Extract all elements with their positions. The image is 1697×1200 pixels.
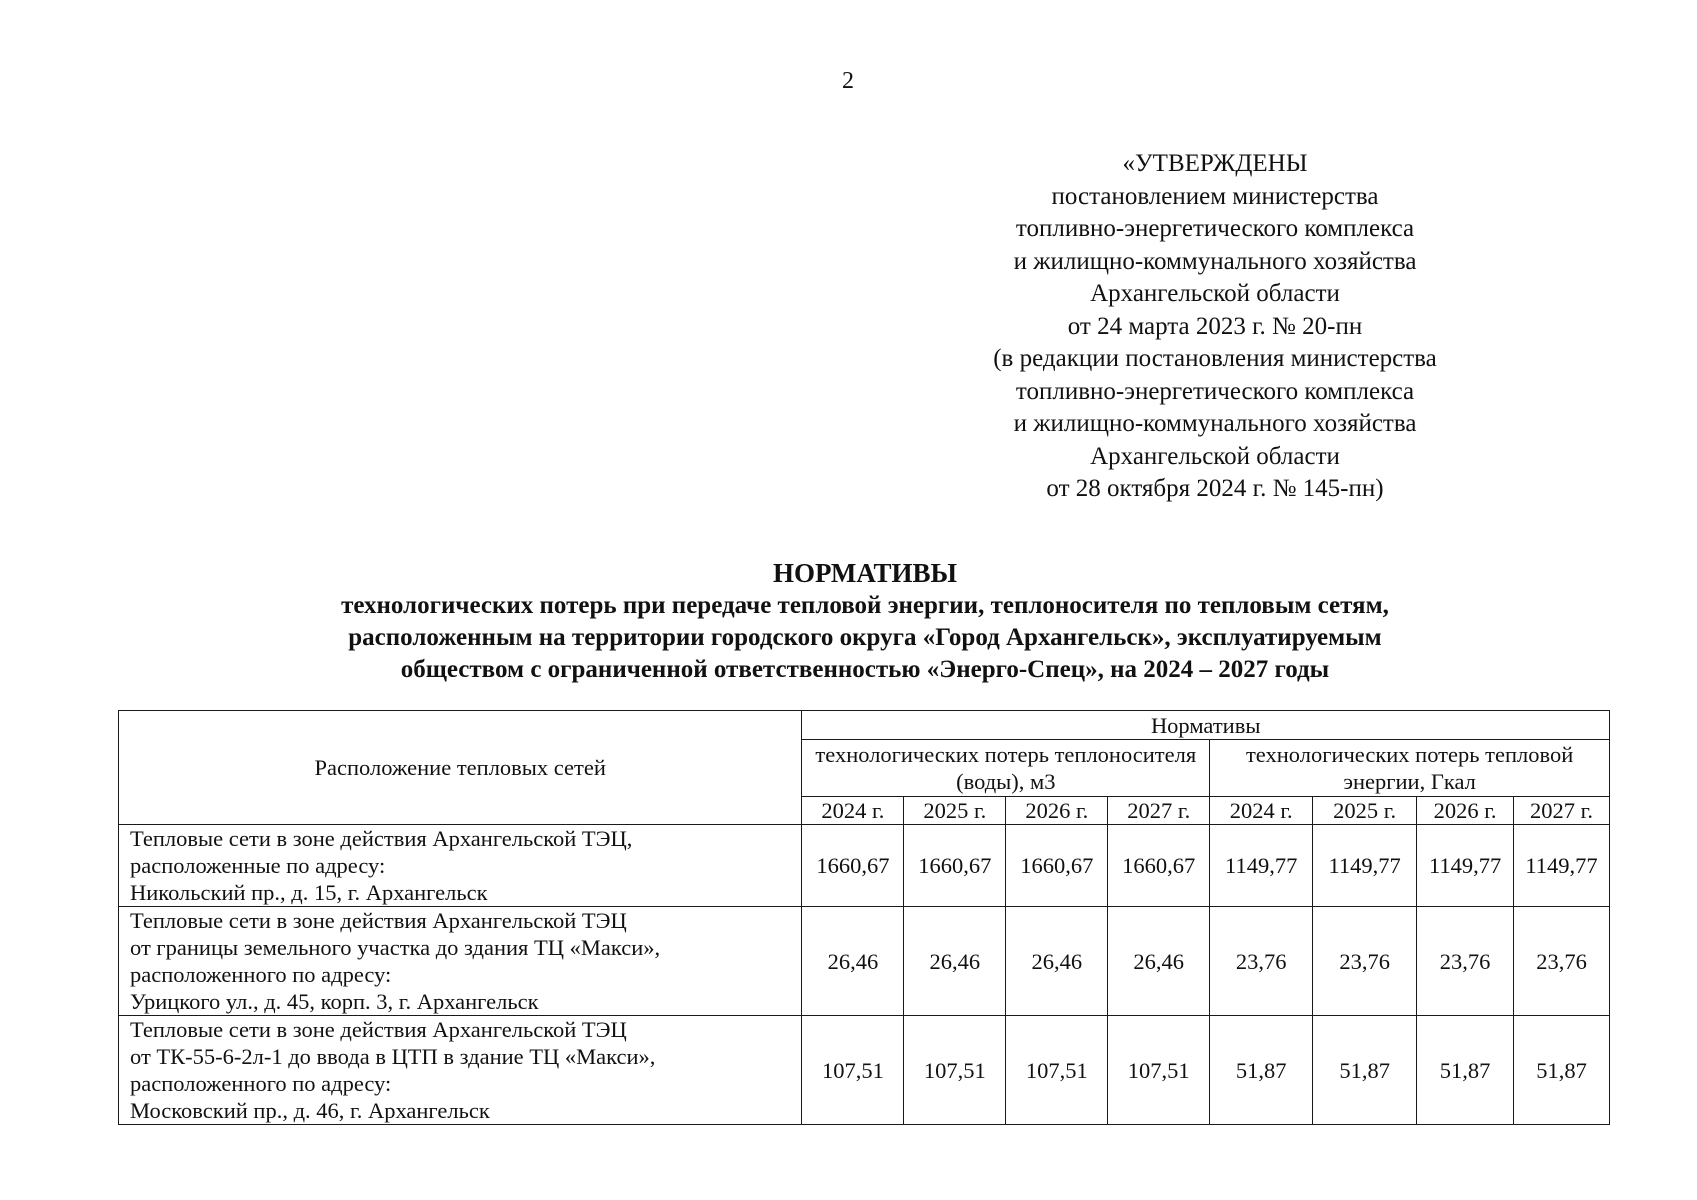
location-line: расположенные по адресу: (130, 853, 386, 878)
value-cell: 1149,77 (1210, 825, 1313, 907)
table-row (119, 907, 1610, 1016)
approval-line: постановлением министерства (1051, 182, 1379, 210)
value-cell: 1660,67 (1108, 825, 1210, 907)
value-cell: 26,46 (1006, 907, 1108, 1016)
approval-line: и жилищно-коммунального хозяйства (1013, 410, 1417, 437)
value-cell: 23,76 (1514, 907, 1610, 1016)
approval-line: топливно-энергетического комплекса (1015, 377, 1415, 405)
table-row (119, 825, 1610, 907)
page-number: 2 (842, 68, 854, 94)
value-cell: 1660,67 (802, 825, 904, 907)
location-line: от ТК-55-6-2л-1 до ввода в ЦТП в здание ТЦ «Макси», (130, 1044, 656, 1069)
location-line: Тепловые сети в зоне действия Архангельской ТЭЦ (130, 908, 627, 933)
year-header: 2024 г. (1210, 797, 1313, 825)
value-cell: 107,51 (802, 1016, 904, 1125)
title-line: обществом с ограниченной ответственностью «Энерго-Спец», на 2024 – 2027 годы (400, 656, 1330, 683)
value-cell: 51,87 (1514, 1016, 1610, 1125)
value-cell: 23,76 (1417, 907, 1514, 1016)
value-cell: 51,87 (1210, 1016, 1313, 1125)
location-line: от границы земельного участка до здания ТЦ «Макси», (130, 935, 661, 960)
year-header: 2027 г. (1514, 797, 1610, 825)
year-header: 2025 г. (904, 797, 1006, 825)
value-cell: 26,46 (1108, 907, 1210, 1016)
value-cell: 23,76 (1210, 907, 1313, 1016)
approval-line: и жилищно-коммунального хозяйства (1013, 247, 1417, 275)
value-cell: 51,87 (1417, 1016, 1514, 1125)
norms-table (118, 710, 1610, 1125)
table-row (119, 1016, 1610, 1125)
value-cell: 23,76 (1313, 907, 1417, 1016)
value-cell: 107,51 (904, 1016, 1006, 1125)
year-header: 2024 г. (802, 797, 904, 825)
location-line: Никольский пр., д. 15, г. Архангельск (130, 880, 488, 905)
value-cell: 26,46 (904, 907, 1006, 1016)
approval-line: Архангельской области (1090, 280, 1340, 307)
location-line: расположенного по адресу: (130, 1071, 392, 1096)
location-header: Расположение тепловых сетей (119, 711, 802, 825)
approval-block (965, 148, 1465, 506)
group-header-water: технологических потерь теплоносителя (воды), м3 (802, 740, 1210, 797)
value-cell: 26,46 (802, 907, 904, 1016)
value-cell: 1149,77 (1313, 825, 1417, 907)
year-header: 2025 г. (1313, 797, 1417, 825)
location-cell (119, 907, 802, 1016)
approval-line: от 28 октября 2024 г. № 145-пн) (1046, 475, 1384, 502)
value-cell: 51,87 (1313, 1016, 1417, 1125)
title-main: НОРМАТИВЫ (772, 558, 958, 588)
location-cell (119, 1016, 802, 1125)
approval-line: от 24 марта 2023 г. № 20-пн (1067, 312, 1363, 340)
value-cell: 107,51 (1006, 1016, 1108, 1125)
value-cell: 1149,77 (1417, 825, 1514, 907)
value-cell: 1149,77 (1514, 825, 1610, 907)
year-header: 2026 г. (1417, 797, 1514, 825)
value-cell: 1660,67 (1006, 825, 1108, 907)
norms-header: Нормативы (802, 711, 1610, 740)
location-line: расположенного по адресу: (130, 962, 392, 987)
approval-line: Архангельской области (1090, 442, 1340, 470)
location-cell (119, 825, 802, 907)
approval-line: (в редакции постановления министерства (993, 345, 1437, 372)
value-cell: 107,51 (1108, 1016, 1210, 1125)
year-header: 2027 г. (1108, 797, 1210, 825)
location-line: Урицкого ул., д. 45, корп. 3, г. Архангельск (130, 989, 539, 1014)
title-line: расположенным на территории городского округа «Город Архангельск», эксплуатируемым (348, 624, 1382, 651)
value-cell: 1660,67 (904, 825, 1006, 907)
approval-line: топливно-энергетического комплекса (1015, 215, 1415, 242)
document-title (150, 556, 1580, 686)
year-header: 2026 г. (1006, 797, 1108, 825)
location-line: Тепловые сети в зоне действия Архангельской ТЭЦ (130, 1017, 627, 1042)
title-line: технологических потерь при передаче тепловой энергии, теплоносителя по тепловым сетям, (341, 592, 1389, 619)
location-line: Московский пр., д. 46, г. Архангельск (130, 1098, 490, 1123)
approval-line: «УТВЕРЖДЕНЫ (1122, 150, 1308, 177)
location-line: Тепловые сети в зоне действия Архангельской ТЭЦ, (130, 826, 633, 851)
group-header-heat: технологических потерь тепловой энергии, Гкал (1210, 740, 1610, 797)
